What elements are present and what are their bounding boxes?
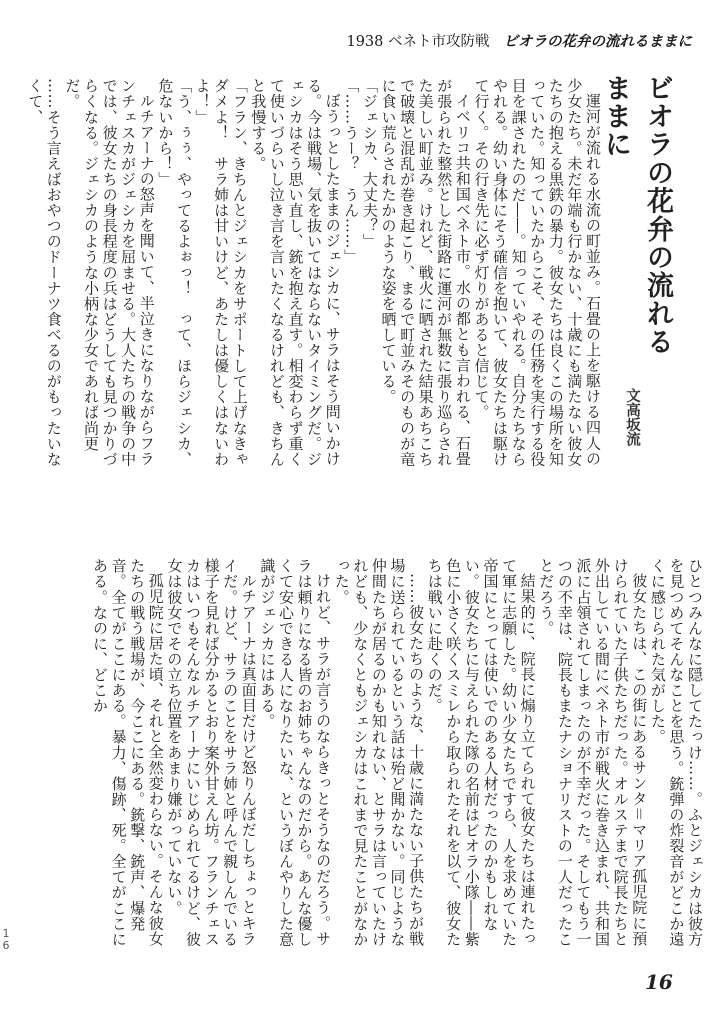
header-rule <box>95 56 694 57</box>
running-header <box>346 30 692 52</box>
paragraph: ルチアーナは真面目だけど怒りんぼだしちょっとキライだ。けど、サラのことをサラ姉と呼んで親しんでいる様子を見れば分かるとおり案外甘えん坊。フランチェスカはいつもそんなルチアーナにいじめられてるけど、彼女は彼女でその立ち位置をあまり嫌がっていない。 <box>165 558 258 947</box>
paragraph: 彼女たちは、この街にあるサンタ＝マリア孤児院に預けられていた子供たちだった。オルステまで院長たちと外出している間にベネト市が戦火に巻き込まれ、共和国派に占領されてしまったのが不幸だった。そしてもう一つの不幸は、院長もまたナショナリストの一人だったことだろう。 <box>537 558 649 947</box>
paragraph: けれど、サラが言うのならきっとそうなのだろう。サラは頼りになる皆のお姉ちゃんなのだから。あんな優しくて安心できる人になりたいな、というぼんやりした意識がジェシカにはある。 <box>258 558 333 947</box>
paragraph: ぼうっとしたままのジェシカに、サラはそう問いかける。今は戦場、気を抜いてはならないタイミングだ。ジェシカはそう思い直し、銃を抱え直す。相変わらず重くて使いづらいし泣き言を言いたくなるけれども、きちんと我慢する。 <box>249 78 342 467</box>
header-section: 1938 ベネト市攻防戦 <box>346 34 490 50</box>
dialog-line: 「フラン、きちんとジェシカをサポートして上げなきゃダメよ！ サラ姉は甘いけど、あたしは優しくはないわよ！」 <box>193 78 249 467</box>
page-number: 16 <box>645 970 673 994</box>
paragraph: ……彼女たちのような、十歳に満たない子供たちが戦場に送られているという話は殆ど聞かない。同じような仲間たちが居るのかも知れない、とサラは言っていたけれども、少なくともジェシカはこれまで見たことがなかった。 <box>332 558 426 947</box>
margin-digit: 6 <box>2 939 10 952</box>
dialog-line: 「……うー？ うん……」 <box>342 78 361 265</box>
margin-page-number <box>1 928 11 952</box>
paragraph: イベリコ共和国ベネト市。水の都とも言われる、石畳が張られた整然とした街路に運河が無数に張り巡らされた美しい町並み。けれど、戦火に晒された結果あちこちで破壊と混乱が巻き起こり、まるで町並みそのものが竜に食い荒らされたかのような姿を晒している。 <box>379 78 472 467</box>
byline-label: 文 <box>624 388 641 403</box>
paragraph: 孤児院に居た頃、それと全然変わらない。そんな彼女たちの戦う戦場が、今ここにある。銃撃、銃声、爆発音。全てがここにある。暴力、傷跡、死。全てがここにある。なのに、どこか <box>91 558 165 947</box>
author-name: 高坂流 <box>624 402 641 446</box>
byline <box>622 388 642 468</box>
paragraph: ひとつみんなに隠してたっけ……。ふとジェシカは彼方を見つめてそんなことを思う。銃弾の炸裂音がどこか遠くに感じられた気がした。 <box>648 558 704 947</box>
lower-text-block <box>92 558 704 958</box>
header-title: ビオラの花弁の流れるままに <box>503 34 692 50</box>
dialog-line: 「ジェシカ、大丈夫？」 <box>360 78 379 250</box>
margin-digit: 1 <box>2 927 10 940</box>
story-title: ビオラの花弁の流れるままに <box>600 74 673 356</box>
dialog-line: ……そう言えばおやつのドーナツ食べるのがもったいなくて、 <box>26 78 63 467</box>
paragraph: ルチアーナの怒声を聞いて、半泣きになりながらフランチェスカがジェシカを屈ませる。大人たちの戦争の中では、彼女たちの身長程度の兵はどうしても見つかりづらくなる。ジェシカのような小柄な少女であれば尚更だ。 <box>63 78 156 467</box>
upper-text-block <box>26 78 602 478</box>
paragraph: 運河が流れる水流の町並み。石畳の上を駆ける四人の少女たち。未だ年端も行かない、十歳にも満たない彼女たちの抱える黒鉄の暴力。彼女たちは良くこの場所を知っていた。知っていたからこそ、その任務を実行する役目を課されたのだ――。知っていやれる。自分たちならやれる。幼い身体にそう確信を抱いて、彼女たちは駆けて行く。その行き先に必ず灯りがあると信じて。 <box>472 78 602 467</box>
dialog-line: 「う、ぅぅ、やってるよぉっ！ って、ほらジェシカ、危ないから！」 <box>156 78 193 467</box>
paragraph: 結果的に、院長に煽り立てられて彼女たちは連れたって軍に志願した。幼い少女たちですら、人を求めていた帝国にとっては使いでのある人材だったのかもしれない。彼女たちに与えられた隊の名前はビオラ小隊――紫色に小さく咲くスミレから取られたそれを以て、彼女たちは戦いに赴くのだ。 <box>425 558 537 947</box>
